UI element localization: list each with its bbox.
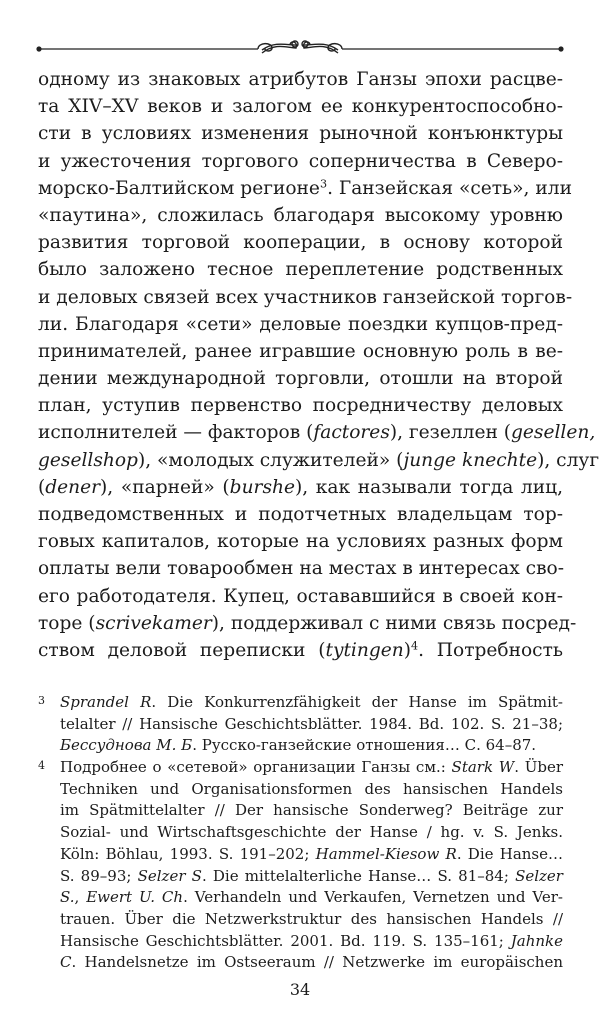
text-segment: Techniken und Organisationsformen des hansischen Handels — [60, 779, 563, 798]
text-segment: telalter // Hansische Geschichtsblätter. 1984. Bd. 102. S. 21–38; — [60, 714, 563, 733]
body-text — [38, 66, 600, 664]
text-segment: Подробнее о «сетевой» организации Ганзы см.: — [60, 758, 452, 777]
text-segment: и ужесточения торгового соперничества в Северо- — [38, 150, 563, 172]
italic-text: Stark W — [451, 758, 515, 777]
text-segment: . Die Hanse… — [456, 844, 563, 863]
text-line — [38, 474, 563, 501]
text-segment: подведомственных и подотчетных владельцам тор- — [38, 504, 563, 525]
text-segment: im Spätmittelalter // Der hansische Sonderweg? Beiträge zur — [60, 801, 563, 820]
text-segment: . Русско-ганзейские отношения… С. 64–87. — [192, 736, 537, 755]
text-line — [38, 120, 563, 147]
text-line — [60, 735, 563, 757]
text-line — [38, 637, 563, 664]
text-line — [60, 844, 563, 866]
text-segment: было заложено тесное переплетение родственных — [38, 259, 563, 281]
text-segment: ), слуг — [537, 449, 600, 471]
text-line — [38, 610, 577, 637]
italic-text: junge knechte — [403, 449, 538, 471]
text-line — [38, 583, 563, 610]
text-line — [60, 909, 563, 931]
text-segment: говых капиталов, которые на условиях разных форм — [38, 531, 563, 553]
text-segment: принимателей, ранее игравшие основную роль в ве- — [38, 340, 563, 362]
footnote — [38, 692, 563, 757]
italic-text: burshe — [229, 476, 295, 498]
italic-text: Selzer — [515, 866, 563, 885]
text-segment: S. 89–93; — [60, 866, 138, 885]
text-line — [38, 311, 563, 338]
text-line — [38, 528, 563, 555]
italic-text: S. — [60, 888, 75, 907]
text-line — [38, 229, 563, 256]
italic-text: scrivekamer — [95, 612, 212, 634]
italic-text: Selzer S — [137, 866, 202, 885]
text-line — [38, 93, 563, 120]
text-segment: его работодателя. Купец, остававшийся в своей кон- — [38, 585, 563, 607]
italic-text: Hammel-Kiesow R — [315, 844, 457, 863]
text-segment: . Die Konkurrenzfähigkeit der Hanse im Spätmit- — [151, 693, 563, 711]
footnote-number: 4 — [38, 759, 45, 773]
text-segment: Hansische Geschichtsblätter. 2001. Bd. 119. S. 135–161; — [60, 931, 511, 950]
text-line — [60, 757, 563, 779]
text-segment: , — [74, 888, 87, 907]
text-line — [38, 284, 573, 311]
text-segment: план, уступив первенство посредничеству деловых — [38, 395, 563, 417]
text-segment: та XIV–XV веков и залогом ее конкурентоспособно- — [38, 96, 563, 118]
text-line — [60, 800, 563, 822]
text-segment: . Handelsnetze im Ostseeraum // Netzwerke im europäischen — [71, 953, 563, 972]
text-segment: . Потребность — [418, 639, 564, 661]
text-segment: «паутина», сложилась благодаря высокому уровню — [38, 204, 563, 226]
italic-text: Бессуднова М. Б — [60, 736, 193, 755]
text-line — [60, 714, 563, 736]
text-line — [60, 887, 563, 909]
text-line — [38, 175, 572, 202]
text-segment: ли. Благодаря «сети» деловые поездки купцов-пред- — [38, 313, 563, 335]
italic-text: C — [60, 953, 72, 972]
text-segment: ) — [403, 639, 411, 661]
italic-text: dener — [45, 476, 101, 498]
text-line — [38, 419, 596, 446]
text-line — [38, 202, 563, 229]
text-line — [38, 392, 563, 419]
text-segment: ), как называли тогда лиц, — [294, 476, 564, 498]
text-line — [38, 256, 563, 283]
italic-text: Jahnke — [510, 931, 563, 950]
text-segment: развития торговой кооперации, в основу которой — [38, 232, 563, 254]
text-segment: ), поддерживал с ними связь посред- — [211, 612, 577, 634]
text-segment: торе ( — [38, 612, 96, 634]
text-segment: . Über — [514, 758, 563, 777]
text-line — [60, 931, 563, 953]
text-segment: ), гезеллен ( — [389, 422, 512, 444]
text-line — [38, 66, 563, 93]
italic-text: gesellshop — [38, 449, 138, 471]
italic-text: gesellen, — [511, 422, 596, 444]
text-segment: ( — [38, 476, 46, 498]
text-segment: Sozial- und Wirtschaftsgeschichte der Hanse / hg. v. S. Jenks. — [60, 823, 563, 842]
text-line — [38, 447, 600, 474]
footnote-number: 3 — [38, 694, 45, 707]
text-segment: ), «парней» ( — [100, 476, 230, 498]
text-line — [60, 692, 563, 714]
text-line — [60, 952, 563, 974]
text-line — [60, 866, 563, 888]
text-segment: trauen. Über die Netzwerkstruktur des hansischen Handels // — [60, 909, 563, 928]
text-line — [38, 501, 563, 528]
header-ornament — [36, 36, 564, 60]
text-segment: сти в условиях изменения рыночной конъюнктуры — [38, 123, 563, 145]
text-line — [38, 365, 563, 392]
text-segment: одному из знаковых атрибутов Ганзы эпохи расцве- — [38, 69, 563, 90]
text-segment: оплаты вели товарообмен на местах в интересах сво- — [38, 558, 565, 580]
footnote — [38, 757, 563, 974]
text-segment: ), «молодых служителей» ( — [137, 449, 404, 471]
text-segment: . Verhandeln und Verkaufen, Vernetzen und Ver- — [183, 888, 563, 907]
text-line — [60, 779, 563, 801]
footnote-ref[interactable]: 3 — [319, 177, 328, 191]
text-segment: . Ганзейская «сеть», или — [327, 177, 572, 199]
footnote-ref[interactable]: 4 — [411, 639, 419, 653]
text-line — [60, 822, 563, 844]
text-segment: Köln: Böhlau, 1993. S. 191–202; — [60, 844, 316, 863]
text-segment: ством деловой переписки ( — [38, 639, 326, 661]
italic-text: Sprandel R — [60, 693, 152, 711]
text-segment: морско-Балтийском регионе — [38, 177, 320, 199]
text-segment: . Die mittelalterliche Hanse… S. 81–84; — [201, 866, 516, 885]
italic-text: tytingen — [325, 639, 404, 661]
text-segment: дении международной торговли, отошли на второй — [38, 368, 563, 390]
text-line — [38, 338, 563, 365]
italic-text: factores — [313, 422, 390, 444]
italic-text: Ewert U. Ch — [86, 888, 184, 907]
footnotes — [38, 692, 563, 974]
text-line — [38, 555, 563, 582]
page-number: 34 — [289, 980, 311, 999]
text-segment: и деловых связей всех участников ганзейской торгов- — [38, 286, 573, 308]
text-segment: исполнителей — факторов ( — [38, 422, 314, 444]
text-line — [38, 148, 563, 175]
